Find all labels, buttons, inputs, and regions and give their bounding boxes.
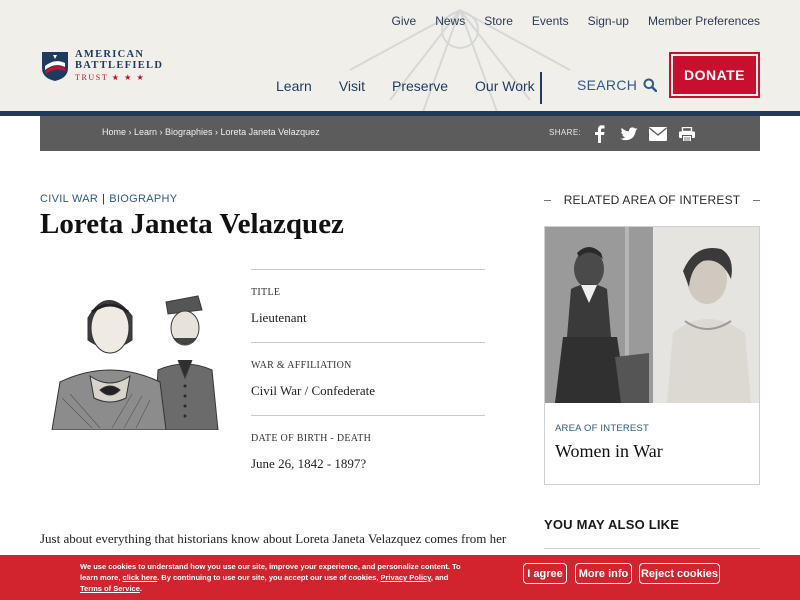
article-kicker	[40, 193, 177, 205]
portrait-engraving-image	[42, 278, 240, 430]
click-here-link-text: click here	[122, 573, 158, 582]
email-icon[interactable]	[647, 124, 668, 144]
agree-button[interactable]: I agree	[523, 563, 567, 584]
fact-birth-death	[251, 415, 485, 488]
also-like-rule	[544, 548, 760, 549]
card-kicker: AREA OF INTEREST	[555, 423, 649, 434]
logo-wordmark	[75, 50, 163, 82]
nav-visit[interactable]: Visit	[338, 78, 366, 94]
nav-our-work[interactable]: Our Work	[475, 78, 535, 94]
nav-preserve[interactable]: Preserve	[392, 78, 449, 94]
cookie-banner	[0, 555, 800, 600]
donate-button[interactable]	[669, 52, 760, 98]
print-icon[interactable]	[676, 124, 697, 144]
article-body-text: Just about everything that historians know about Loreta Janeta Velazquez comes from her	[40, 531, 507, 546]
site-header	[0, 0, 800, 116]
cookie-text-part: . By continuing to use our site, you accept our use of cookies,	[157, 573, 381, 582]
utility-link-member-preferences[interactable]: Member Preferences	[647, 14, 760, 28]
utility-link-signup[interactable]: Sign-up	[587, 14, 629, 28]
privacy-policy-link-text: Privacy Policy	[380, 573, 431, 582]
logo-line-battlefield: BATTLEFIELD	[75, 59, 164, 71]
utility-link-events[interactable]: Events	[531, 14, 569, 28]
heading-rule	[544, 200, 551, 201]
page-title: Loreta Janeta Velazquez	[40, 208, 344, 240]
facebook-icon[interactable]	[589, 124, 610, 144]
shield-logo-icon	[40, 50, 70, 82]
search-button[interactable]	[577, 77, 657, 93]
cookie-message	[80, 561, 472, 594]
fact-label: DATE OF BIRTH - DEATH	[251, 433, 372, 444]
bio-facts	[251, 269, 485, 488]
share-icons	[589, 124, 697, 144]
fact-value: Lieutenant	[251, 310, 307, 325]
fact-label: TITLE	[251, 287, 281, 298]
main-nav	[276, 78, 562, 94]
search-label: SEARCH	[577, 77, 638, 93]
related-card[interactable]	[544, 226, 760, 485]
logo-line-american: AMERICAN	[75, 49, 145, 60]
terms-of-service-link-text: Terms of Service	[80, 584, 140, 593]
also-like-heading: YOU MAY ALSO LIKE	[544, 517, 680, 532]
women-portraits-image	[545, 227, 759, 403]
reject-cookies-button[interactable]: Reject cookies	[639, 563, 720, 584]
utility-link-give[interactable]: Give	[391, 14, 417, 28]
cookie-text-part: .	[139, 584, 142, 593]
breadcrumb[interactable]: Home › Learn › Biographies › Loreta Janeta Velazquez	[102, 127, 320, 137]
fact-value: June 26, 1842 - 1897?	[251, 456, 367, 471]
cookie-text-part: , and	[430, 573, 449, 582]
donate-label: DONATE	[673, 56, 756, 94]
fact-title	[251, 269, 485, 342]
cookie-text-part: We use cookies to understand how you use our site, improve your experience, and personalize content. To learn more,	[80, 562, 461, 582]
search-icon	[643, 78, 657, 92]
nav-divider	[540, 72, 542, 104]
related-heading-text: RELATED AREA OF INTEREST	[563, 193, 741, 207]
more-info-button[interactable]: More info	[575, 563, 632, 584]
fact-value: Civil War / Confederate	[251, 383, 375, 398]
twitter-icon[interactable]	[618, 124, 639, 144]
breadcrumb-bar	[40, 116, 760, 151]
site-logo[interactable]	[40, 50, 163, 82]
type-link[interactable]: BIOGRAPHY	[109, 193, 178, 205]
utility-link-store[interactable]: Store	[484, 14, 513, 28]
fact-label: WAR & AFFILIATION	[251, 360, 352, 371]
privacy-policy-link[interactable]	[381, 573, 431, 582]
terms-of-service-link[interactable]	[80, 584, 140, 593]
share-label: SHARE:	[549, 128, 582, 137]
category-link[interactable]: CIVIL WAR	[40, 193, 99, 205]
nav-learn[interactable]: Learn	[276, 78, 312, 94]
utility-link-news[interactable]: News	[435, 14, 466, 28]
click-here-link[interactable]	[123, 573, 158, 582]
related-heading	[544, 193, 760, 207]
fact-war-affiliation	[251, 342, 485, 415]
kicker-separator: |	[102, 193, 106, 205]
utility-nav	[373, 14, 761, 28]
logo-line-trust: TRUST ★ ★ ★	[75, 73, 146, 82]
card-title: Women in War	[555, 441, 663, 461]
heading-rule	[753, 200, 760, 201]
